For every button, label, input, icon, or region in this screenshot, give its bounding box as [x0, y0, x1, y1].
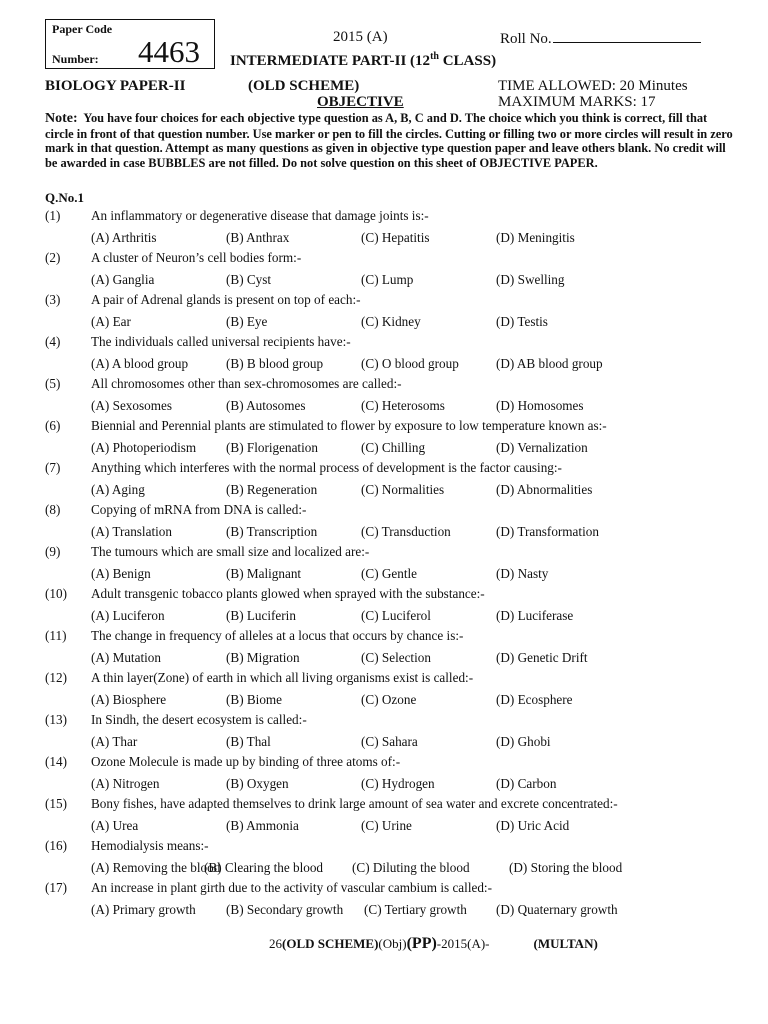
- option-b: (B) Cyst: [226, 272, 272, 287]
- question-text: A thin layer(Zone) of earth in which all living organisms exist is called:-: [91, 670, 474, 685]
- option-a: (A) Removing the blood: [91, 860, 221, 875]
- question-item: [45, 586, 745, 628]
- option-c: (C) Hepatitis: [361, 230, 430, 245]
- time-allowed: TIME ALLOWED: 20 Minutes: [498, 78, 688, 94]
- option-a: (A) Sexosomes: [91, 398, 172, 413]
- option-d: (D) Swelling: [496, 272, 565, 287]
- exam-title-end: CLASS): [438, 53, 497, 69]
- option-d: (D) Ecosphere: [496, 692, 573, 707]
- question-text: Ozone Molecule is made up by binding of three atoms of:-: [91, 754, 401, 769]
- option-b: (B) Thal: [226, 734, 271, 749]
- question-list: [45, 208, 745, 922]
- option-c: (C) Diluting the blood: [352, 860, 470, 875]
- option-c: (C) Hydrogen: [361, 776, 435, 791]
- option-b: (B) Transcription: [226, 524, 318, 539]
- option-d: (D) Genetic Drift: [496, 650, 588, 665]
- number-label: Number:: [52, 52, 99, 66]
- paper-code-box: [45, 19, 215, 69]
- option-b: (B) Malignant: [226, 566, 302, 581]
- option-c: (C) Tertiary growth: [364, 902, 467, 917]
- option-c: (C) O blood group: [361, 356, 459, 371]
- question-text: A pair of Adrenal glands is present on top of each:-: [91, 292, 361, 307]
- question-item: [45, 754, 745, 796]
- question-item: [45, 544, 745, 586]
- question-number: (7): [45, 460, 61, 475]
- question-item: [45, 334, 745, 376]
- exam-title-sup: th: [430, 51, 439, 62]
- option-b: (B) Biome: [226, 692, 283, 707]
- maximum-marks: MAXIMUM MARKS: 17: [498, 94, 656, 110]
- option-b: (B) Migration: [226, 650, 300, 665]
- option-a: (A) Biosphere: [91, 692, 167, 707]
- question-item: [45, 418, 745, 460]
- option-d: (D) Vernalization: [496, 440, 588, 455]
- option-c: (C) Kidney: [361, 314, 421, 329]
- option-c: (C) Selection: [361, 650, 431, 665]
- roll-number-line: [553, 29, 701, 43]
- option-d: (D) Luciferase: [496, 608, 574, 623]
- question-item: [45, 208, 745, 250]
- question-item: [45, 712, 745, 754]
- note-text: You have four choices for each objective type question as A, B, C and D. The choice which you think is correct, fill that circle in front of that question number. Use marker or pen to fill the circles. Cutting or filling two or more circles will result in zero mark in that question. Attempt as many questions as given in objective type question paper and leave others blank. No credit will be awarded in case BUBBLES are not filled. Do not solve question on this sheet of OBJECTIVE PAPER.: [45, 111, 733, 170]
- question-number: (1): [45, 208, 61, 223]
- question-text: The tumours which are small size and localized are:-: [91, 544, 370, 559]
- option-a: (A) A blood group: [91, 356, 189, 371]
- option-a: (A) Mutation: [91, 650, 161, 665]
- option-a: (A) Urea: [91, 818, 139, 833]
- question-text: In Sindh, the desert ecosystem is called:-: [91, 712, 307, 727]
- option-a: (A) Ear: [91, 314, 131, 329]
- option-a: (A) Luciferon: [91, 608, 165, 623]
- question-item: [45, 292, 745, 334]
- question-item: [45, 376, 745, 418]
- option-a: (A) Primary growth: [91, 902, 196, 917]
- footer-pp: (PP): [406, 935, 437, 952]
- question-number: (12): [45, 670, 67, 685]
- instructions-note: [45, 111, 735, 170]
- option-d: (D) AB blood group: [496, 356, 603, 371]
- option-a: (A) Thar: [91, 734, 138, 749]
- option-b: (B) Florigenation: [226, 440, 318, 455]
- question-text: Hemodialysis means:-: [91, 838, 209, 853]
- option-d: (D) Transformation: [496, 524, 599, 539]
- roll-number-field: [500, 29, 701, 48]
- exam-title-main: INTERMEDIATE PART-II (12: [230, 53, 431, 69]
- option-a: (A) Translation: [91, 524, 172, 539]
- option-b: (B) Secondary growth: [226, 902, 344, 917]
- question-item: [45, 796, 745, 838]
- question-number: (3): [45, 292, 61, 307]
- question-item: [45, 628, 745, 670]
- question-text: An inflammatory or degenerative disease that damage joints is:-: [91, 208, 429, 223]
- option-d: (D) Meningitis: [496, 230, 575, 245]
- option-d: (D) Quaternary growth: [496, 902, 618, 917]
- question-text: An increase in plant girth due to the activity of vascular cambium is called:-: [91, 880, 492, 895]
- option-b: (B) Clearing the blood: [204, 860, 324, 875]
- question-item: [45, 670, 745, 712]
- option-c: (C) Normalities: [361, 482, 445, 497]
- question-number: (11): [45, 628, 67, 643]
- option-d: (D) Ghobi: [496, 734, 551, 749]
- paper-footer: [269, 935, 598, 953]
- option-a: (A) Arthritis: [91, 230, 157, 245]
- question-item: [45, 838, 745, 880]
- option-b: (B) Oxygen: [226, 776, 289, 791]
- question-number: (16): [45, 838, 67, 853]
- scheme-label: (OLD SCHEME): [248, 78, 360, 94]
- question-number: (4): [45, 334, 61, 349]
- option-a: (A) Ganglia: [91, 272, 155, 287]
- option-c: (C) Sahara: [361, 734, 418, 749]
- option-d: (D) Nasty: [496, 566, 549, 581]
- option-b: (B) Ammonia: [226, 818, 299, 833]
- question-number: (14): [45, 754, 67, 769]
- option-a: (A) Aging: [91, 482, 145, 497]
- note-label: Note:: [45, 111, 78, 126]
- option-a: (A) Benign: [91, 566, 151, 581]
- option-a: (A) Nitrogen: [91, 776, 160, 791]
- option-b: (B) B blood group: [226, 356, 324, 371]
- paper-code-number: 4463: [138, 34, 200, 69]
- question-number: (17): [45, 880, 67, 895]
- question-text: A cluster of Neuron’s cell bodies form:-: [91, 250, 302, 265]
- option-d: (D) Testis: [496, 314, 548, 329]
- option-a: (A) Photoperiodism: [91, 440, 197, 455]
- subject-title: BIOLOGY PAPER-II: [45, 78, 186, 94]
- footer-year: -2015(A)-: [436, 936, 490, 951]
- question-number: (15): [45, 796, 67, 811]
- exam-year: 2015 (A): [333, 29, 388, 45]
- question-number: (5): [45, 376, 61, 391]
- option-b: (B) Anthrax: [226, 230, 290, 245]
- question-number: (8): [45, 502, 61, 517]
- option-d: (D) Homosomes: [496, 398, 584, 413]
- paper-code-label: Paper Code: [52, 22, 113, 36]
- question-number: (9): [45, 544, 61, 559]
- option-b: (B) Autosomes: [226, 398, 306, 413]
- question-text: The individuals called universal recipients have:-: [91, 334, 351, 349]
- option-c: (C) Luciferol: [361, 608, 431, 623]
- question-item: [45, 460, 745, 502]
- option-b: (B) Luciferin: [226, 608, 296, 623]
- option-c: (C) Chilling: [361, 440, 426, 455]
- footer-obj: (Obj): [378, 936, 407, 951]
- question-text: Copying of mRNA from DNA is called:-: [91, 502, 307, 517]
- option-d: (D) Carbon: [496, 776, 557, 791]
- question-number-label: Q.No.1: [45, 190, 84, 205]
- question-text: Anything which interferes with the normal process of development is the factor causing:-: [91, 460, 562, 475]
- question-text: Adult transgenic tobacco plants glowed when sprayed with the substance:-: [91, 586, 485, 601]
- option-c: (C) Gentle: [361, 566, 418, 581]
- option-c: (C) Urine: [361, 818, 412, 833]
- option-d: (D) Uric Acid: [496, 818, 570, 833]
- option-b: (B) Regeneration: [226, 482, 318, 497]
- question-text: The change in frequency of alleles at a locus that occurs by chance is:-: [91, 628, 464, 643]
- footer-scheme: (OLD SCHEME): [282, 936, 379, 951]
- question-item: [45, 502, 745, 544]
- option-d: (D) Abnormalities: [496, 482, 593, 497]
- exam-title: [230, 51, 496, 70]
- roll-number-label: Roll No.: [500, 31, 552, 47]
- footer-code: 26: [269, 936, 282, 951]
- option-c: (C) Transduction: [361, 524, 451, 539]
- question-number: (2): [45, 250, 61, 265]
- option-b: (B) Eye: [226, 314, 268, 329]
- option-c: (C) Lump: [361, 272, 414, 287]
- question-text: All chromosomes other than sex-chromosomes are called:-: [91, 376, 402, 391]
- question-number: (10): [45, 586, 67, 601]
- footer-city: (MULTAN): [533, 936, 598, 951]
- question-item: [45, 250, 745, 292]
- section-title: OBJECTIVE: [317, 94, 404, 110]
- question-number: (6): [45, 418, 61, 433]
- option-c: (C) Ozone: [361, 692, 417, 707]
- option-c: (C) Heterosoms: [361, 398, 445, 413]
- question-text: Biennial and Perennial plants are stimulated to flower by exposure to low temperature known as:-: [91, 418, 607, 433]
- question-text: Bony fishes, have adapted themselves to drink large amount of sea water and excrete concentrated:-: [91, 796, 618, 811]
- option-d: (D) Storing the blood: [509, 860, 623, 875]
- question-item: [45, 880, 745, 922]
- question-number: (13): [45, 712, 67, 727]
